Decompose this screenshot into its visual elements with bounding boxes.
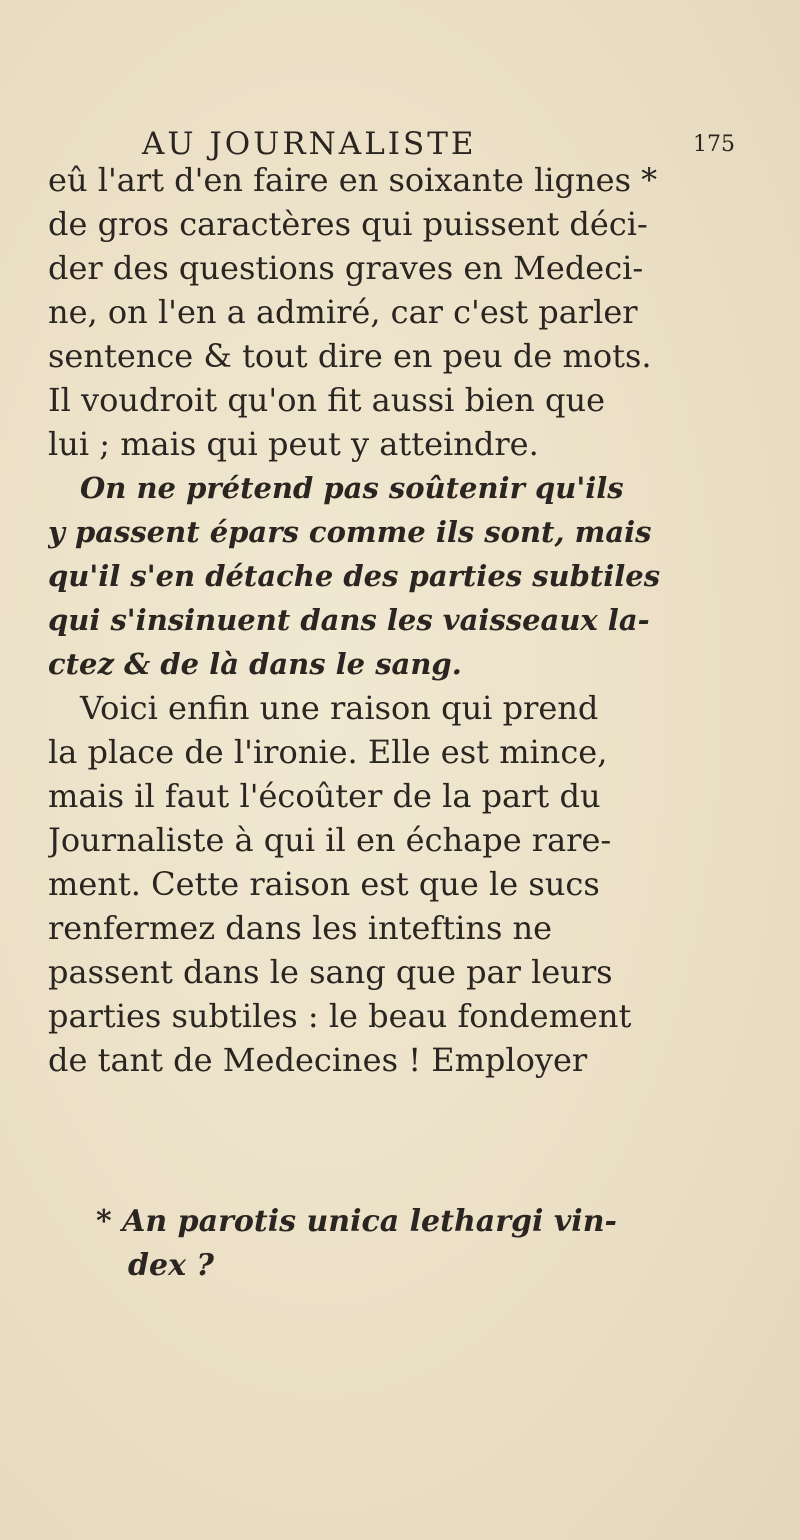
text-line: sentence & tout dire en peu de mots.: [48, 337, 652, 375]
running-head-title: AU JOURNALISTE: [142, 126, 477, 162]
text-line: ment. Cette raison est que le sucs: [48, 865, 600, 903]
text-line: Voici enfin une raison qui prend: [80, 689, 599, 727]
quote-line: y passent épars comme ils sont, mais: [48, 515, 652, 549]
text-line: lui ; mais qui peut y atteindre.: [48, 425, 539, 463]
text-line: passent dans le sang que par leurs: [48, 953, 613, 991]
quote-line: On ne prétend pas soûtenir qu'ils: [80, 471, 624, 505]
text-line: Il voudroit qu'on fit aussi bien que: [48, 381, 606, 419]
text-line: de tant de Medecines ! Employer: [48, 1041, 588, 1079]
quote-line: qu'il s'en détache des parties subtiles: [48, 559, 661, 593]
footnote: [96, 1200, 746, 1288]
page-number: 175: [693, 132, 735, 157]
text-line: mais il faut l'écoûter de la part du: [48, 777, 601, 815]
quote-line: ctez & de là dans le sang.: [48, 647, 462, 681]
quote-line: qui s'insinuent dans les vaisseaux la-: [48, 603, 650, 637]
text-line: de gros caractères qui puissent déci-: [48, 205, 648, 243]
text-line: eû l'art d'en faire en soixante lignes *: [48, 161, 658, 199]
text-line: renfermez dans les inteftins ne: [48, 909, 553, 947]
text-line: Journaliste à qui il en échape rare-: [48, 821, 612, 859]
text-line: der des questions graves en Medeci-: [48, 249, 644, 287]
footnote-line: dex ?: [128, 1248, 214, 1283]
text-line: la place de l'ironie. Elle est mince,: [48, 733, 608, 771]
main-text: [48, 158, 748, 1082]
text-line: parties subtiles : le beau fondement: [48, 997, 632, 1035]
footnote-line: * An parotis unica lethargi vin-: [96, 1204, 617, 1239]
text-line: ne, on l'en a admiré, car c'est parler: [48, 293, 638, 331]
